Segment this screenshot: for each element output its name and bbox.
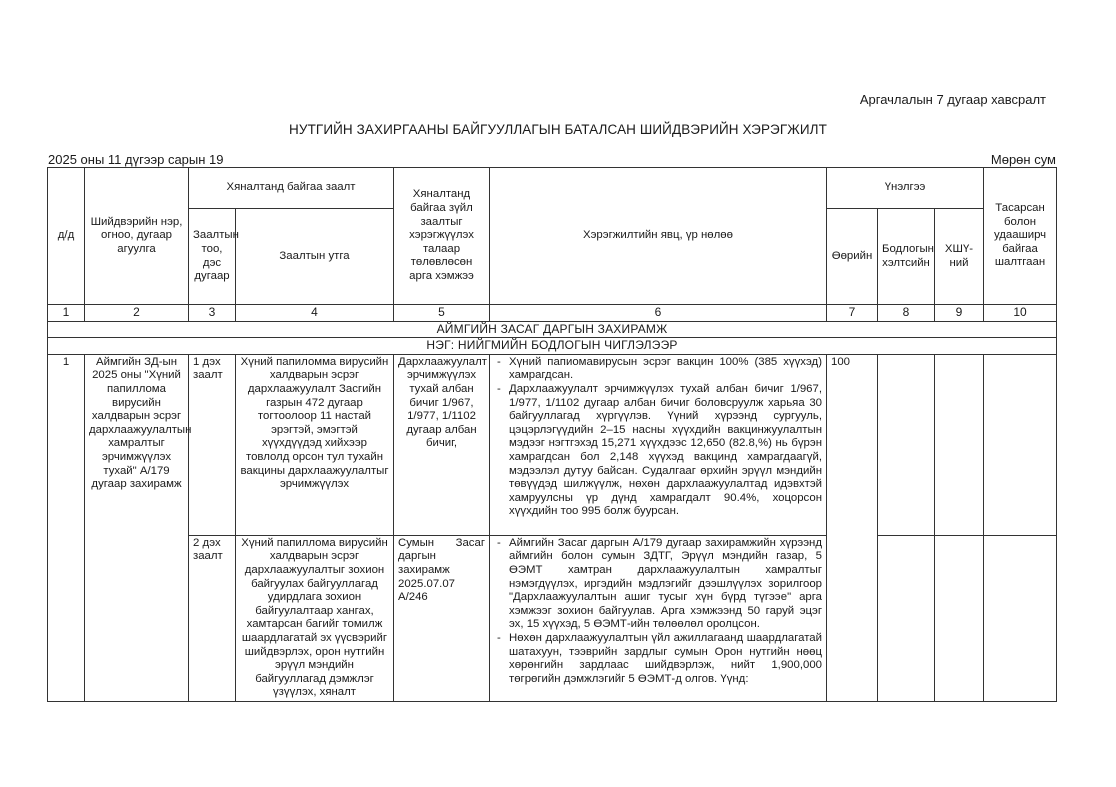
decision-name: Аймгийн ЗД-ын 2025 оны "Хүний папиллома вирусийн халдварын эсрэг дархлаажуулалтын хамралтыг эрчимжүүлэх тухай" А/179 дугаар захирамж — [85, 354, 189, 701]
document-date: 2025 оны 11 дүгээр сарын 19 — [48, 152, 224, 167]
column-number: 5 — [394, 305, 490, 322]
table-row — [48, 354, 1057, 535]
column-number: 8 — [878, 305, 935, 322]
progress-item: - Хүний папиомавирусын эсрэг вакцин 100% (385 хүүхэд) хамрагдсан. — [494, 356, 822, 383]
clause-text: Хүний папиломма вирусийн халдварын эсрэг дархлаажуулалт Засгийн газрын 472 дугаар тогтоолоор 11 настай эрэгтэй, эмэгтэй хүүхдүүдэд хийхээр товлолд орсон тул тухайн вакцины дархлаажуулалтыг эрчимжүүлэх — [236, 354, 394, 535]
column-number-row — [48, 305, 1057, 322]
delay-reason — [984, 535, 1057, 701]
header-policy-score: Бодлогын хэлтсийн — [878, 209, 935, 305]
column-number: 6 — [490, 305, 827, 322]
header-planned-action: Хяналтанд байгаа зүйл заалтыг хэрэгжүүлэх талаар төлөвлөсөн арга хэмжээ — [394, 168, 490, 305]
column-number: 4 — [236, 305, 394, 322]
progress-cell — [490, 354, 827, 535]
header-control-group: Хяналтанд байгаа заалт — [189, 168, 394, 209]
header-clause-no: Заалтын тоо, дэс дугаар — [189, 209, 236, 305]
document-title: НУТГИЙН ЗАХИРГААНЫ БАЙГУУЛЛАГЫН БАТАЛСАН ШИЙДВЭРИЙН ХЭРЭГЖИЛТ — [289, 122, 827, 137]
annex-label: Аргачлалын 7 дугаар хавсралт — [859, 92, 1046, 107]
header-index: д/д — [48, 168, 85, 305]
decision-index: 1 — [48, 354, 85, 701]
delay-reason — [984, 354, 1057, 535]
header-decision: Шийдвэрийн нэр, огноо, дугаар агуулга — [85, 168, 189, 305]
implementation-table — [47, 167, 1057, 702]
header-reason: Тасарсан болон удааширч байгаа шалтгаан — [984, 168, 1057, 305]
column-number: 2 — [85, 305, 189, 322]
clause-text: Хүний папиллома вирусийн халдварын эсрэг дархлаажуулалтыг зохион байгуулах байгууллагад удирдлага зохион байгуулалтаар хангах, хамтарсан багийг томилж шаардлагатай эх үүсвэрийг шийдвэрлэх, орон нутгийн эрүүл мэндийн байгууллагад дэмжлэг үзүүлэх, хяналт — [236, 535, 394, 701]
self-score: 100 — [827, 354, 878, 701]
document-place: Мөрөн сум — [990, 152, 1056, 167]
column-number: 9 — [935, 305, 984, 322]
clause-number: 1 дэх заалт — [189, 354, 236, 535]
header-progress: Хэрэгжилтийн явц, үр нөлөө — [490, 168, 827, 305]
header-evaluation-group: Үнэлгээ — [827, 168, 984, 209]
column-number: 7 — [827, 305, 878, 322]
planned-action: Сумын Засаг даргын захирамж 2025.07.07 А/246 — [394, 535, 490, 701]
header-clause-text: Заалтын утга — [236, 209, 394, 305]
progress-item: - Нөхөн дархлаажуулалтын үйл ажиллагаанд шаардлагатай шатахуун, тээврийн зардлыг сумын Орон нутгийн нөөц хөрөнгийн зардлаас шийдвэрлэж, нийт 1,900,000 төгрөгийн дэмжлэгийг 5 ӨЭМТ-д олгов. Үүнд: — [494, 632, 822, 686]
column-number: 3 — [189, 305, 236, 322]
council-score — [935, 535, 984, 701]
policy-score — [878, 535, 935, 701]
progress-cell — [490, 535, 827, 701]
council-score — [935, 354, 984, 535]
progress-item: - Аймгийн Засаг даргын А/179 дугаар захирамжийн хүрээнд аймгийн болон сумын ЗДТГ, Эрүүл мэндийн газар, 5 ӨЭМТ хамтран дархлаажуулалтын хамралтыг нэмэгдүүлэх, иргэдийн мэдлэгийг дээшлүүлэх зорилгоор "Дархлаажуулалтын ашиг тусыг хүн бүрд түгээе" арга хэмжээг зохион байгуулав. Арга хэмжээнд 50 гаруй эцэг эх, 15 хүүхэд, 5 ӨЭМТ-ийн төлөөлөл оролцсон. — [494, 537, 822, 632]
header-council-score: ХШҮ-ний — [935, 209, 984, 305]
clause-number: 2 дэх заалт — [189, 535, 236, 701]
table-row — [48, 535, 1057, 701]
planned-action: Дархлаажуулалт эрчимжүүлэх тухай албан бичиг 1/967, 1/977, 1/1102 дугаар албан бичиг, — [394, 354, 490, 535]
header-self-score: Өөрийн — [827, 209, 878, 305]
progress-item: - Дархлаажуулалт эрчимжүүлэх тухай албан бичиг 1/967, 1/977, 1/1102 дугаар албан бичиг боловсруулж харьяа 30 байгууллагад хүргүүлэв. Үүний хүрээнд сургууль, цэцэрлэгүүдийн 2–15 насны хүүхдийн вакцинжуулалтын мэдээг нэгтгэхэд 15,271 хүүхдээс 12,650 (82.8,%) нь бүрэн хамрагдсан бол 2,148 хүүхэд вакцинд хамрагдаагүй, мэдээлэл дутуу байсан. Судалгааг өрхийн эрүүл мэндийн төвүүдэд шилжүүлж, нөхөн дархлаажуулалтад идэвхтэй хамруулсны үр дүнд хамрагдалт 90.4%, хоцорсон хүүхдийн тоо 995 болж буурсан. — [494, 383, 822, 519]
policy-score — [878, 354, 935, 535]
column-number: 1 — [48, 305, 85, 322]
section-heading-governor-order: АЙМГИЙН ЗАСАГ ДАРГЫН ЗАХИРАМЖ — [48, 321, 1057, 338]
column-number: 10 — [984, 305, 1057, 322]
section-heading-social-policy: НЭГ: НИЙГМИЙН БОДЛОГЫН ЧИГЛЭЛЭЭР — [48, 338, 1057, 355]
